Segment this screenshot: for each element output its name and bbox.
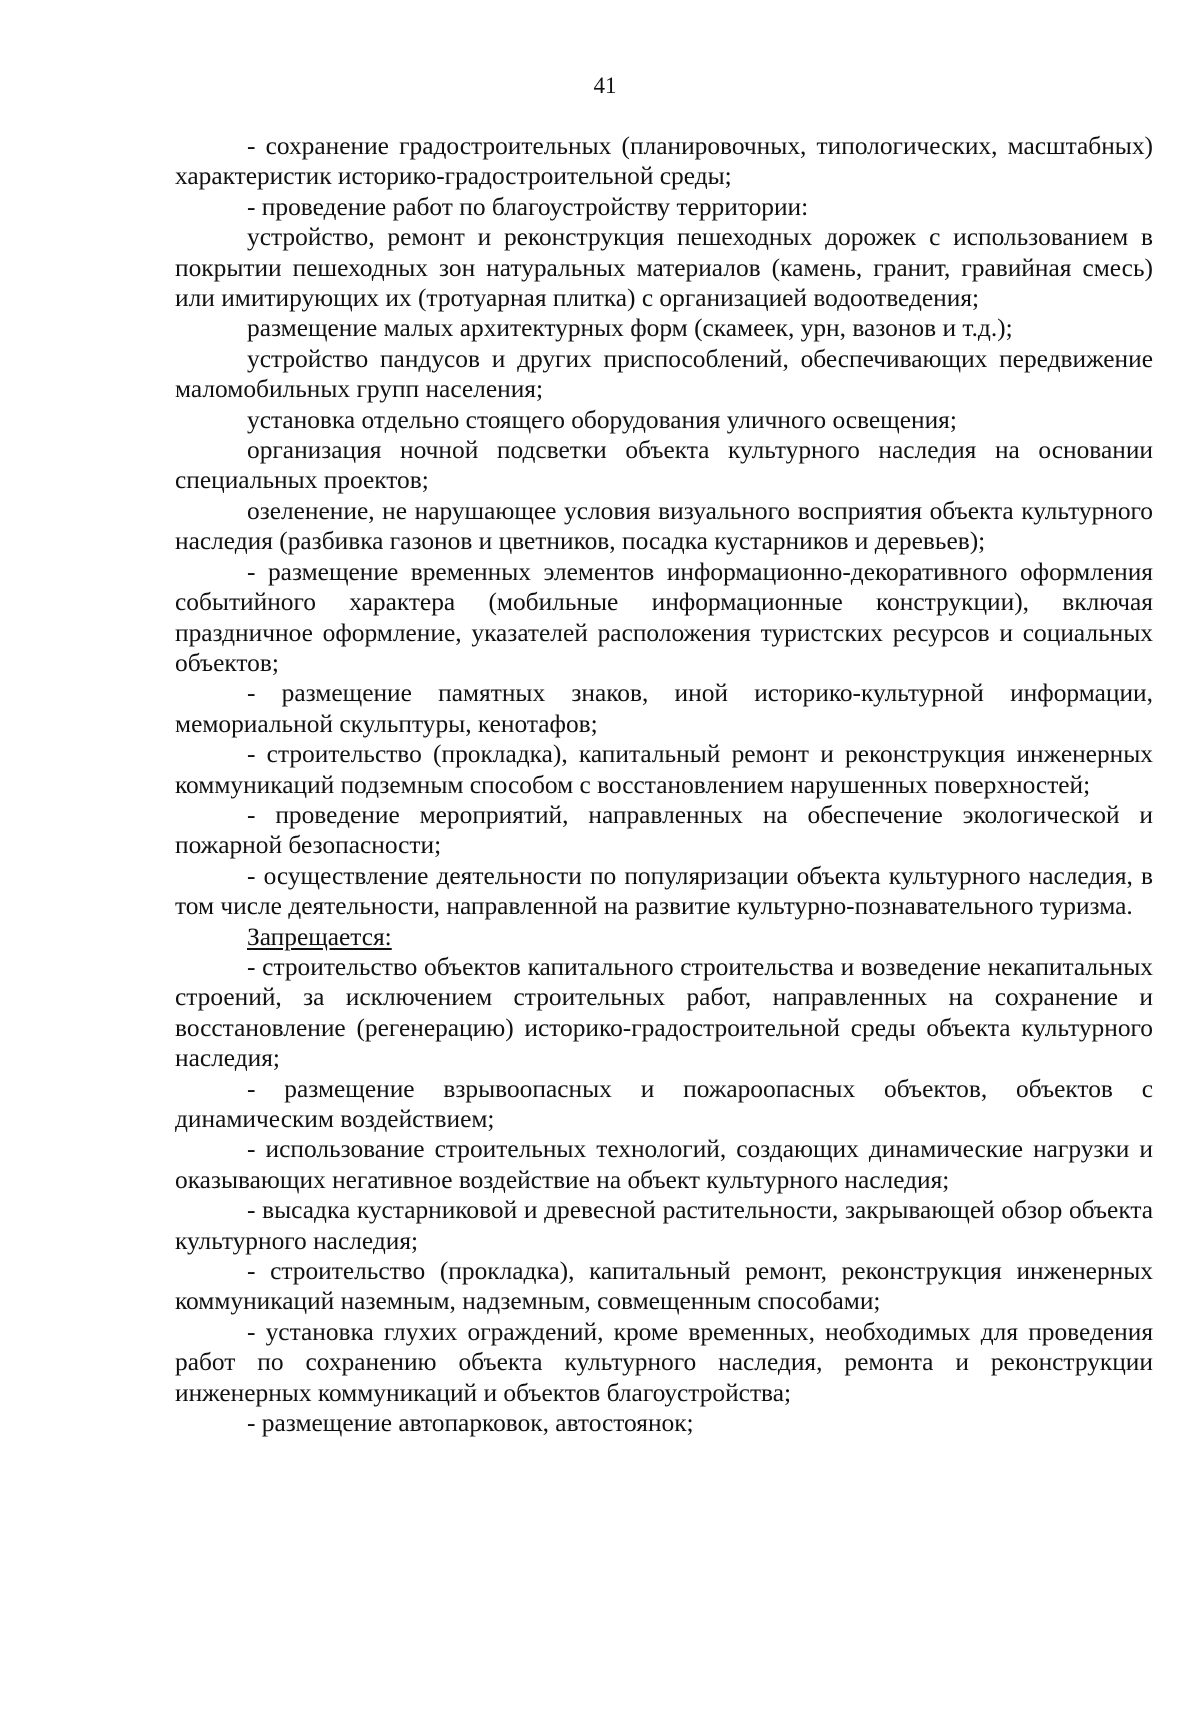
paragraph: - осуществление деятельности по популяризации объекта культурного наследия, в том числе деятельности, направленной на развитие культурно-познавательного туризма.	[175, 861, 1153, 921]
paragraph: - размещение временных элементов информационно-декоративного оформления событийного характера (мобильные информационные конструкции), включая праздничное оформление, указателей расположения туристских ресурсов и социальных объектов;	[175, 557, 1153, 677]
paragraph: размещение малых архитектурных форм (скамеек, урн, вазонов и т.д.);	[247, 314, 1013, 343]
paragraph: озеленение, не нарушающее условия визуального восприятия объекта культурного наследия (разбивка газонов и цветников, посадка кустарников и деревьев);	[175, 496, 1153, 556]
paragraph: устройство, ремонт и реконструкция пешеходных дорожек с использованием в покрытии пешеходных зон натуральных материалов (камень, гранит, гравийная смесь) или имитирующих их (тротуарная плитка) с организацией водоотведения;	[175, 223, 1153, 313]
prohibited-item: - строительство (прокладка), капитальный ремонт, реконструкция инженерных коммуникаций наземным, надземным, совмещенным способами;	[175, 1257, 1153, 1316]
paragraph: - проведение мероприятий, направленных на обеспечение экологической и пожарной безопасности;	[175, 800, 1153, 860]
paragraph: устройство пандусов и других приспособлений, обеспечивающих передвижение маломобильных групп населения;	[175, 344, 1153, 404]
prohibited-item: - установка глухих ограждений, кроме временных, необходимых для проведения работ по сохранению объекта культурного наследия, ремонта и реконструкции инженерных коммуникаций и объектов благоустройства;	[175, 1317, 1153, 1407]
document-body	[175, 131, 1153, 1438]
paragraph: - строительство (прокладка), капитальный ремонт и реконструкция инженерных коммуникаций подземным способом с восстановлением нарушенных поверхностей;	[175, 740, 1153, 799]
prohibited-item: - размещение взрывоопасных и пожароопасных объектов, объектов с динамическим воздействием;	[175, 1074, 1153, 1133]
prohibited-heading: Запрещается:	[247, 922, 392, 951]
paragraph: организация ночной подсветки объекта культурного наследия на основании специальных проектов;	[175, 436, 1153, 495]
paragraph: установка отдельно стоящего оборудования уличного освещения;	[247, 405, 957, 434]
prohibited-heading-line	[175, 922, 1153, 952]
prohibited-item: - высадка кустарниковой и древесной растительности, закрывающей обзор объекта культурного наследия;	[175, 1196, 1153, 1255]
prohibited-item: - использование строительных технологий, создающих динамические нагрузки и оказывающих негативное воздействие на объект культурного наследия;	[175, 1135, 1153, 1194]
paragraph: - сохранение градостроительных (планировочных, типологических, масштабных) характеристик историко-градостроительной среды;	[175, 132, 1153, 191]
paragraph: - проведение работ по благоустройству территории:	[247, 192, 809, 221]
page-number: 41	[593, 73, 617, 98]
prohibited-item: - размещение автопарковок, автостоянок;	[247, 1409, 694, 1438]
prohibited-item: - строительство объектов капитального строительства и возведение некапитальных строений, за исключением строительных работ, направленных на сохранение и восстановление (регенерацию) историко-градостроительной среды объекта культурного наследия;	[175, 952, 1153, 1073]
paragraph: - размещение памятных знаков, иной историко-культурной информации, мемориальной скульптуры, кенотафов;	[175, 679, 1153, 738]
